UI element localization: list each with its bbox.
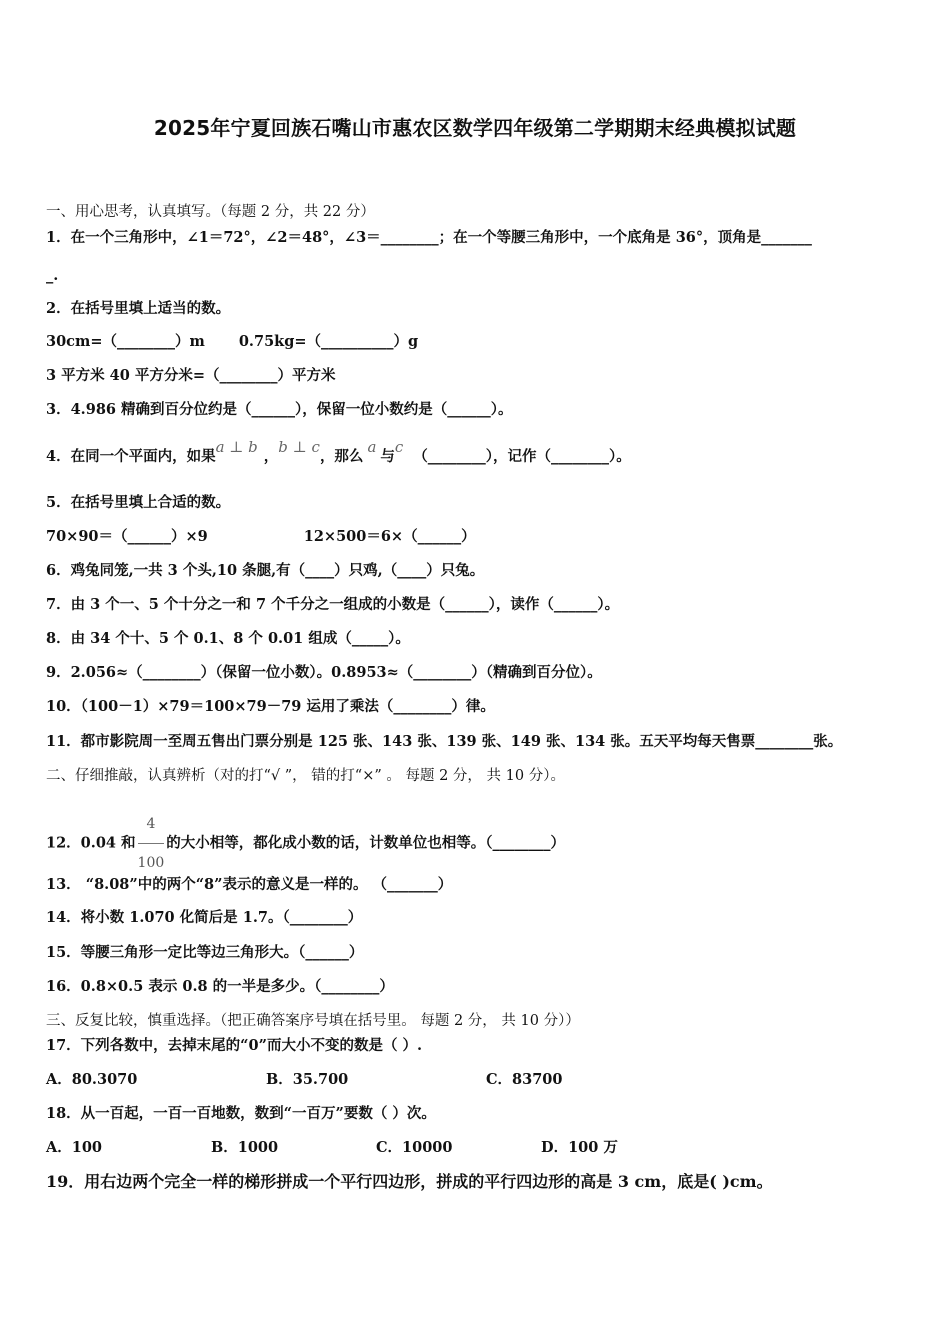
question-19: 19．用右边两个完全一样的梯形拼成一个平行四边形，拼成的平行四边形的高是 3 cm，底是( )cm。: [46, 1172, 773, 1191]
option-17-c: C．83700: [486, 1071, 563, 1088]
question-10: 10．（100－1）×79＝100×79－79 运用了乘法（________）律。: [46, 698, 495, 715]
question-15: 15．等腰三角形一定比等边三角形大。（______）: [46, 944, 364, 961]
section-2-heading: 二、仔细推敲，认真辨析（对的打“√ ”， 错的打“×” 。 每题 2 分， 共 10 分）。: [46, 768, 565, 784]
question-13: 13． “8.08”中的两个“8”表示的意义是一样的。 （_______）: [46, 876, 453, 893]
question-12: [46, 806, 565, 881]
fraction-denominator: 100: [137, 855, 165, 871]
question-12-prefix: 12．0.04 和: [46, 834, 136, 852]
question-17: 17．下列各数中，去掉末尾的“0”而大小不变的数是（ ）.: [46, 1037, 423, 1054]
question-9: 9．2.056≈（________）（保留一位小数）。0.8953≈（________）（精确到百分位）。: [46, 664, 602, 681]
question-1: 1．在一个三角形中，∠1＝72°，∠2＝48°，∠3＝________；在一个等腰三角形中，一个底角是 36°，顶角是_______: [46, 229, 812, 246]
question-18: 18．从一百起，一百一百地数，数到“一百万”要数（ ）次。: [46, 1105, 436, 1122]
question-5-row: [46, 527, 476, 547]
question-11: 11．都市影院周一至周五售出门票分别是 125 张、143 张、139 张、149 张、134 张。五天平均每天售票________张。: [46, 733, 843, 750]
math-c: c: [394, 438, 404, 456]
fraction-numerator: 4: [138, 806, 165, 844]
question-1-continued: _.: [46, 267, 59, 284]
question-6: 6．鸡兔同笼,一共 3 个头,10 条腿,有（____）只鸡,（____）只兔。: [46, 562, 485, 579]
question-7: 7．由 3 个一、5 个十分之一和 7 个千分之一组成的小数是（______），读作（______）。: [46, 596, 620, 613]
question-4-then: ，那么: [319, 448, 364, 465]
math-b-perp-c: b ⊥ c: [278, 438, 320, 456]
question-4-comma: ，: [263, 448, 279, 465]
page-title: 2025年宁夏回族石嘴山市惠农区数学四年级第二学期期末经典模拟试题: [153, 116, 797, 140]
option-18-b: B．1000: [211, 1139, 279, 1156]
question-5-item-b: 12×500＝6×（______）: [303, 528, 476, 545]
option-17-a: A．80.3070: [46, 1071, 138, 1088]
question-16: 16．0.8×0.5 表示 0.8 的一半是多少。（________）: [46, 978, 394, 995]
question-8: 8．由 34 个十、5 个 0.1、8 个 0.01 组成（_____）。: [46, 630, 410, 647]
question-4-with: 与: [380, 448, 395, 465]
section-3-heading: 三、反复比较，慎重选择。（把正确答案序号填在括号里。 每题 2 分， 共 10 分））: [46, 1013, 580, 1029]
question-2-item-b: 0.75kg=（__________）g: [238, 333, 419, 350]
question-5-item-a: 70×90＝（______）×9: [46, 528, 208, 545]
option-18-d: D．100 万: [541, 1139, 618, 1156]
question-18-options: [46, 1138, 618, 1158]
math-a-perp-b: a ⊥ b: [215, 438, 258, 456]
question-5: 5．在括号里填上合适的数。: [46, 494, 231, 511]
question-3: 3．4.986 精确到百分位约是（______），保留一位小数约是（______）。: [46, 401, 513, 418]
option-17-b: B．35.700: [266, 1071, 349, 1088]
question-2-row-1: [46, 332, 418, 352]
fraction-4-over-100: [138, 806, 165, 881]
option-18-a: A．100: [46, 1139, 103, 1156]
section-1-heading: 一、用心思考，认真填写。（每题 2 分，共 22 分）: [46, 204, 375, 220]
question-14: 14．将小数 1.070 化简后是 1.7。（________）: [46, 909, 363, 926]
question-2-item-a: 30cm=（________）m: [46, 333, 205, 350]
question-4: [46, 438, 631, 467]
option-18-c: C．10000: [376, 1139, 453, 1156]
question-2-item-c: 3 平方米 40 平方分米=（________）平方米: [46, 367, 336, 384]
question-4-suffix: （________），记作（________）。: [413, 448, 631, 465]
question-12-suffix: 的大小相等，都化成小数的话，计数单位也相等。（________）: [166, 834, 566, 852]
question-4-prefix: 4．在同一个平面内，如果: [46, 448, 216, 465]
question-2: 2．在括号里填上适当的数。: [46, 300, 231, 317]
math-a: a: [367, 438, 377, 456]
question-17-options: [46, 1070, 563, 1090]
